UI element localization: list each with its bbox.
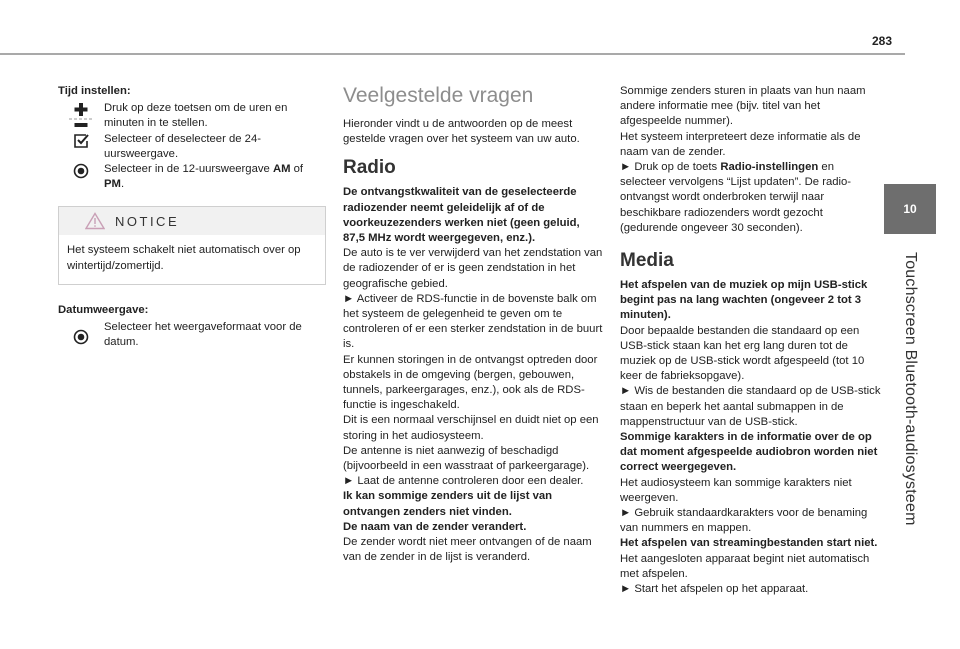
radio-question-2: Ik kan sommige zenders uit de lijst van ontvangen zenders niet vinden. <box>343 490 553 518</box>
chapter-title-text: Touchscreen Bluetooth-audiosysteem <box>902 252 919 526</box>
radio-paragraph: Dit is een normaal verschijnsel en duidt niet op een storing in het audiosysteem. <box>343 414 599 442</box>
column-middle <box>343 84 603 565</box>
media-paragraph: ► Wis de bestanden die standaard op de USB-stick staan en beperk het aantal submappen in de mappenstructuur van de USB-stick. <box>620 385 881 428</box>
radio-paragraph: Er kunnen storingen in de ontvangst optreden door obstakels in de omgeving (bergen, gebouwen, tunnels, parkeergarages, enz.), ook als de RDS-functie is ingeschakeld. <box>343 353 598 412</box>
media-question-3: Het afspelen van streamingbestanden start niet. <box>620 537 878 550</box>
radio-paragraph: ► Activeer de RDS-functie in de bovenste balk om het systeem de gelegenheid te geven om te controleren of er een sterker zendstation in de buurt is. <box>343 292 603 351</box>
text-segment: of <box>290 163 304 176</box>
radio-settings-button-name: Radio-instellingen <box>720 161 819 174</box>
notice-box <box>58 206 326 284</box>
media-question-1: Het afspelen van de muziek op mijn USB-stick begint pas na lang wachten (ongeveer 2 tot 3 minuten). <box>620 279 868 322</box>
media-paragraph: Het audiosysteem kan sommige karakters niet weergeven. <box>620 476 852 504</box>
faq-intro: Hieronder vindt u de antwoorden op de meest gestelde vragen over het systeem van uw auto. <box>343 118 580 146</box>
radio-button-icon <box>73 163 89 179</box>
plus-minus-icon <box>68 102 94 130</box>
chapter-title <box>888 252 932 582</box>
time-item-text <box>104 162 326 192</box>
media-heading: Media <box>620 250 674 272</box>
media-paragraph: ► Gebruik standaardkarakters voor de benaming van nummers en mappen. <box>620 507 868 535</box>
time-item-hours-minutes <box>58 101 326 131</box>
radio-paragraph: De zender wordt niet meer ontvangen of de naam van de zender in de lijst is veranderd. <box>343 536 592 564</box>
radio-button-icon <box>73 329 89 345</box>
media-question-2: Sommige karakters in de informatie over de op dat moment afgespeelde audiobron worden niet correct weergegeven. <box>620 431 878 474</box>
header-rule <box>0 53 905 55</box>
date-item-format <box>58 320 326 350</box>
text-segment: Selecteer in de 12-uursweergave <box>104 163 273 176</box>
time-item-am-pm <box>58 162 326 192</box>
date-item-text: Selecteer het weergaveformaat voor de datum. <box>104 321 302 349</box>
notice-title: NOTICE <box>115 213 180 229</box>
checkbox-icon <box>73 133 89 149</box>
time-settings-label: Tijd instellen: <box>58 85 131 97</box>
text-segment: ► Druk op de toets <box>620 161 721 174</box>
media-paragraph: Het aangesloten apparaat begint niet automatisch met afspelen. <box>620 552 870 580</box>
media-paragraph: Door bepaalde bestanden die standaard op een USB-stick staan kan het erg lang duren tot de muziek op de USB-stick wordt afgespeeld (tot 10 keer de fabrieksopgave). <box>620 324 865 383</box>
radio-question-1: De ontvangstkwaliteit van de geselecteerde radiozender neemt geleidelijk af of de voorkeuzezenders werken niet (geen geluid, 87,5 MHz wordt weergegeven, enz.). <box>343 186 580 245</box>
radio-heading: Radio <box>343 157 396 179</box>
column-right <box>620 84 882 597</box>
time-item-24h <box>58 132 326 162</box>
faq-heading: Veelgestelde vragen <box>343 84 534 107</box>
notice-header <box>59 207 325 235</box>
date-format-label: Datumweergave: <box>58 303 149 316</box>
radio-paragraph: De auto is te ver verwijderd van het zendstation van de radiozender of er is geen zendstation in het geografische gebied. <box>343 247 603 290</box>
radio-paragraph: De antenne is niet aanwezig of beschadigd (bijvoorbeeld in een wasstraat of parkeergarage). <box>343 444 590 473</box>
radio-paragraph: ► Laat de antenne controleren door een dealer. <box>343 475 584 488</box>
radio-paragraph <box>620 160 882 236</box>
page-number: 283 <box>871 34 893 48</box>
am-label: AM <box>272 163 291 176</box>
chapter-number-tab: 10 <box>884 184 936 234</box>
text-segment: en selecteer vervolgens “Lijst updaten”. De radio-ontvangst wordt onderbroken terwijl naar beschikbare radiozenders wordt gezocht (gedurende ongeveer 30 seconden). <box>620 161 852 234</box>
notice-body: Het systeem schakelt niet automatisch over op wintertijd/zomertijd. <box>67 244 301 272</box>
time-item-text: Selecteer of deselecteer de 24-uursweergave. <box>104 132 261 160</box>
column-left <box>58 84 326 350</box>
radio-paragraph: Sommige zenders sturen in plaats van hun naam andere informatie mee (bijv. titel van het afgespeelde nummer). <box>620 85 866 128</box>
text-segment: . <box>120 178 125 191</box>
radio-paragraph: Het systeem interpreteert deze informatie als de naam van de zender. <box>620 130 861 158</box>
time-item-text: Druk op deze toetsen om de uren en minuten in te stellen. <box>104 102 288 130</box>
radio-question-3: De naam van de zender verandert. <box>343 520 527 533</box>
pm-label: PM <box>104 178 121 191</box>
media-paragraph: ► Start het afspelen op het apparaat. <box>620 583 809 596</box>
warning-triangle-icon <box>85 212 105 230</box>
